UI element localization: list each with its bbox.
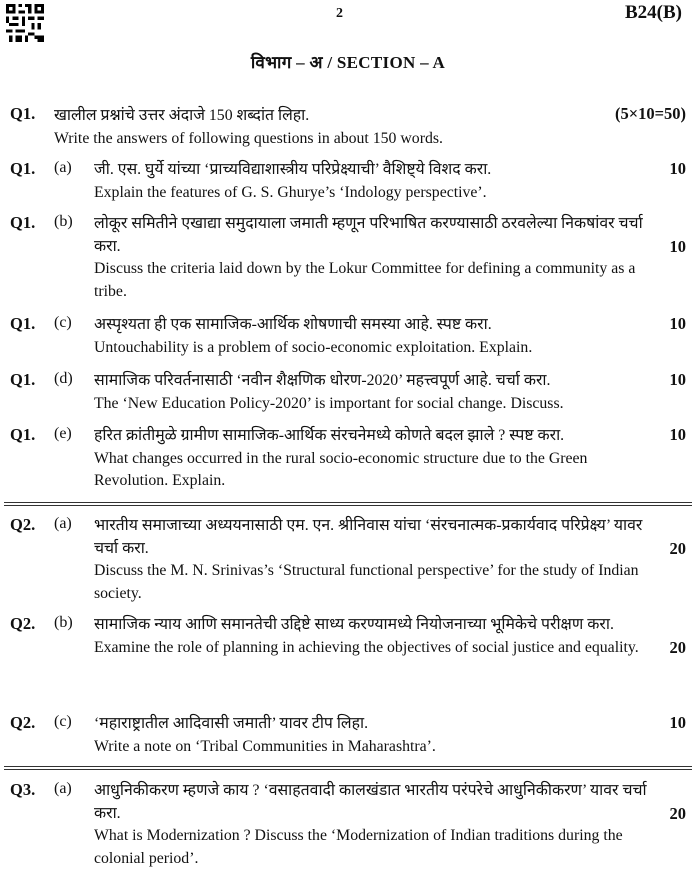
question-marks: 10 (669, 713, 686, 732)
question-marathi: ‘महाराष्ट्रातील आदिवासी जमाती’ यावर टीप लिहा. (94, 715, 369, 732)
question-marks: 10 (669, 370, 686, 389)
instruction-marks: (5×10=50) (614, 104, 686, 123)
question-marks: 20 (669, 804, 686, 823)
question-number: Q2. (10, 713, 36, 732)
question-english: Discuss the M. N. Srinivas’s ‘Structural functional perspective’ for the study of Indian society. (94, 562, 639, 602)
qr-code-image (6, 4, 44, 42)
question-number: Q3. (10, 780, 36, 799)
question-marathi: हरित क्रांतीमुळे ग्रामीण सामाजिक-आर्थिक संरचनेमध्ये कोणते बदल झाले ? स्पष्ट करा. (94, 427, 565, 444)
question-marks: 10 (669, 314, 686, 333)
sub-part-label: (c) (54, 713, 72, 730)
question-english: What changes occurred in the rural socio-economic structure due to the Green Revolution. Explain. (94, 449, 588, 489)
question-marathi: सामाजिक परिवर्तनासाठी ‘नवीन शैक्षणिक धोरण-2020’ महत्त्वपूर्ण आहे. चर्चा करा. (94, 372, 551, 389)
section-divider (4, 766, 692, 767)
section-divider (4, 505, 692, 506)
question-number: Q1. (10, 314, 36, 333)
question-english: Discuss the criteria laid down by the Lokur Committee for defining a community as a tribe. (94, 260, 636, 300)
sub-part-label: (c) (54, 314, 72, 331)
question-english: The ‘New Education Policy-2020’ is important for social change. Discuss. (94, 394, 564, 412)
question-text (94, 713, 650, 758)
question-marks: 10 (669, 237, 686, 256)
section-divider (4, 769, 692, 770)
question-text (94, 314, 650, 359)
question-english: Explain the features of G. S. Ghurye’s ‘Indology perspective’. (94, 183, 487, 201)
sub-part-label: (a) (54, 515, 72, 532)
sub-part-label: (a) (54, 780, 72, 797)
question-text (94, 159, 650, 204)
question-marks: 10 (669, 159, 686, 178)
question-number: Q1. (10, 213, 36, 232)
question-text (94, 614, 650, 659)
question-marathi: भारतीय समाजाच्या अध्ययनासाठी एम. एन. श्रीनिवास यांचा ‘संरचनात्मक-प्रकार्यवाद परिप्रेक्ष्य’ यावर चर्चा करा. (94, 517, 643, 557)
question-text (94, 425, 650, 493)
section-title: विभाग – अ / SECTION – A (250, 53, 446, 72)
question-marathi: आधुनिकीकरण म्हणजे काय ? ‘वसाहतवादी कालखंडात भारतीय परंपरेचे आधुनिकीकरण’ यावर चर्चा करा. (94, 782, 647, 822)
sub-part-label: (e) (54, 425, 72, 442)
sub-part-label: (a) (54, 159, 72, 176)
page-number: 2 (336, 6, 343, 21)
sub-part-label: (b) (54, 614, 73, 631)
question-marks: 20 (669, 638, 686, 657)
question-text (94, 370, 650, 415)
paper-code: B24(B) (625, 2, 682, 23)
question-marathi: लोकूर समितीने एखाद्या समुदायाला जमाती म्हणून परिभाषित करण्यासाठी ठरवलेल्या निकषांवर चर्चा करा. (94, 215, 643, 255)
instruction-english: Write the answers of following questions in about 150 words. (54, 130, 443, 147)
question-marks: 10 (669, 425, 686, 444)
question-number: Q2. (10, 515, 36, 534)
question-number: Q1. (10, 159, 36, 178)
question-text (94, 515, 650, 605)
question-english: Write a note on ‘Tribal Communities in Maharashtra’. (94, 737, 436, 755)
question-english: Examine the role of planning in achieving the objectives of social justice and equality. (94, 638, 639, 656)
question-number: Q1. (10, 370, 36, 389)
question-number: Q2. (10, 614, 36, 633)
question-english: What is Modernization ? Discuss the ‘Modernization of Indian traditions during the colonial period’. (94, 827, 623, 867)
question-marathi: जी. एस. घुर्ये यांच्या ‘प्राच्यविद्याशास्त्रीय परिप्रेक्ष्याची’ वैशिष्ट्ये विशद करा. (94, 161, 492, 178)
question-text (94, 213, 650, 303)
sub-part-label: (d) (54, 370, 73, 387)
question-marathi: सामाजिक न्याय आणि समानतेची उद्दिष्टे साध्य करण्यामध्ये नियोजनाच्या भूमिकेचे परीक्षण करा. (94, 616, 614, 633)
question-text (94, 780, 650, 870)
question-number: Q1. (10, 104, 36, 123)
sub-part-label: (b) (54, 213, 73, 230)
question-marathi: अस्पृश्यता ही एक सामाजिक-आर्थिक शोषणाची समस्या आहे. स्पष्ट करा. (94, 316, 492, 333)
instruction-marathi: खालील प्रश्नांचे उत्तर अंदाजे 150 शब्दांत लिहा. (54, 107, 310, 124)
question-number: Q1. (10, 425, 36, 444)
section-divider (4, 502, 692, 503)
question-marks: 20 (669, 539, 686, 558)
instruction-text (54, 104, 594, 150)
question-english: Untouchability is a problem of socio-economic exploitation. Explain. (94, 338, 533, 356)
